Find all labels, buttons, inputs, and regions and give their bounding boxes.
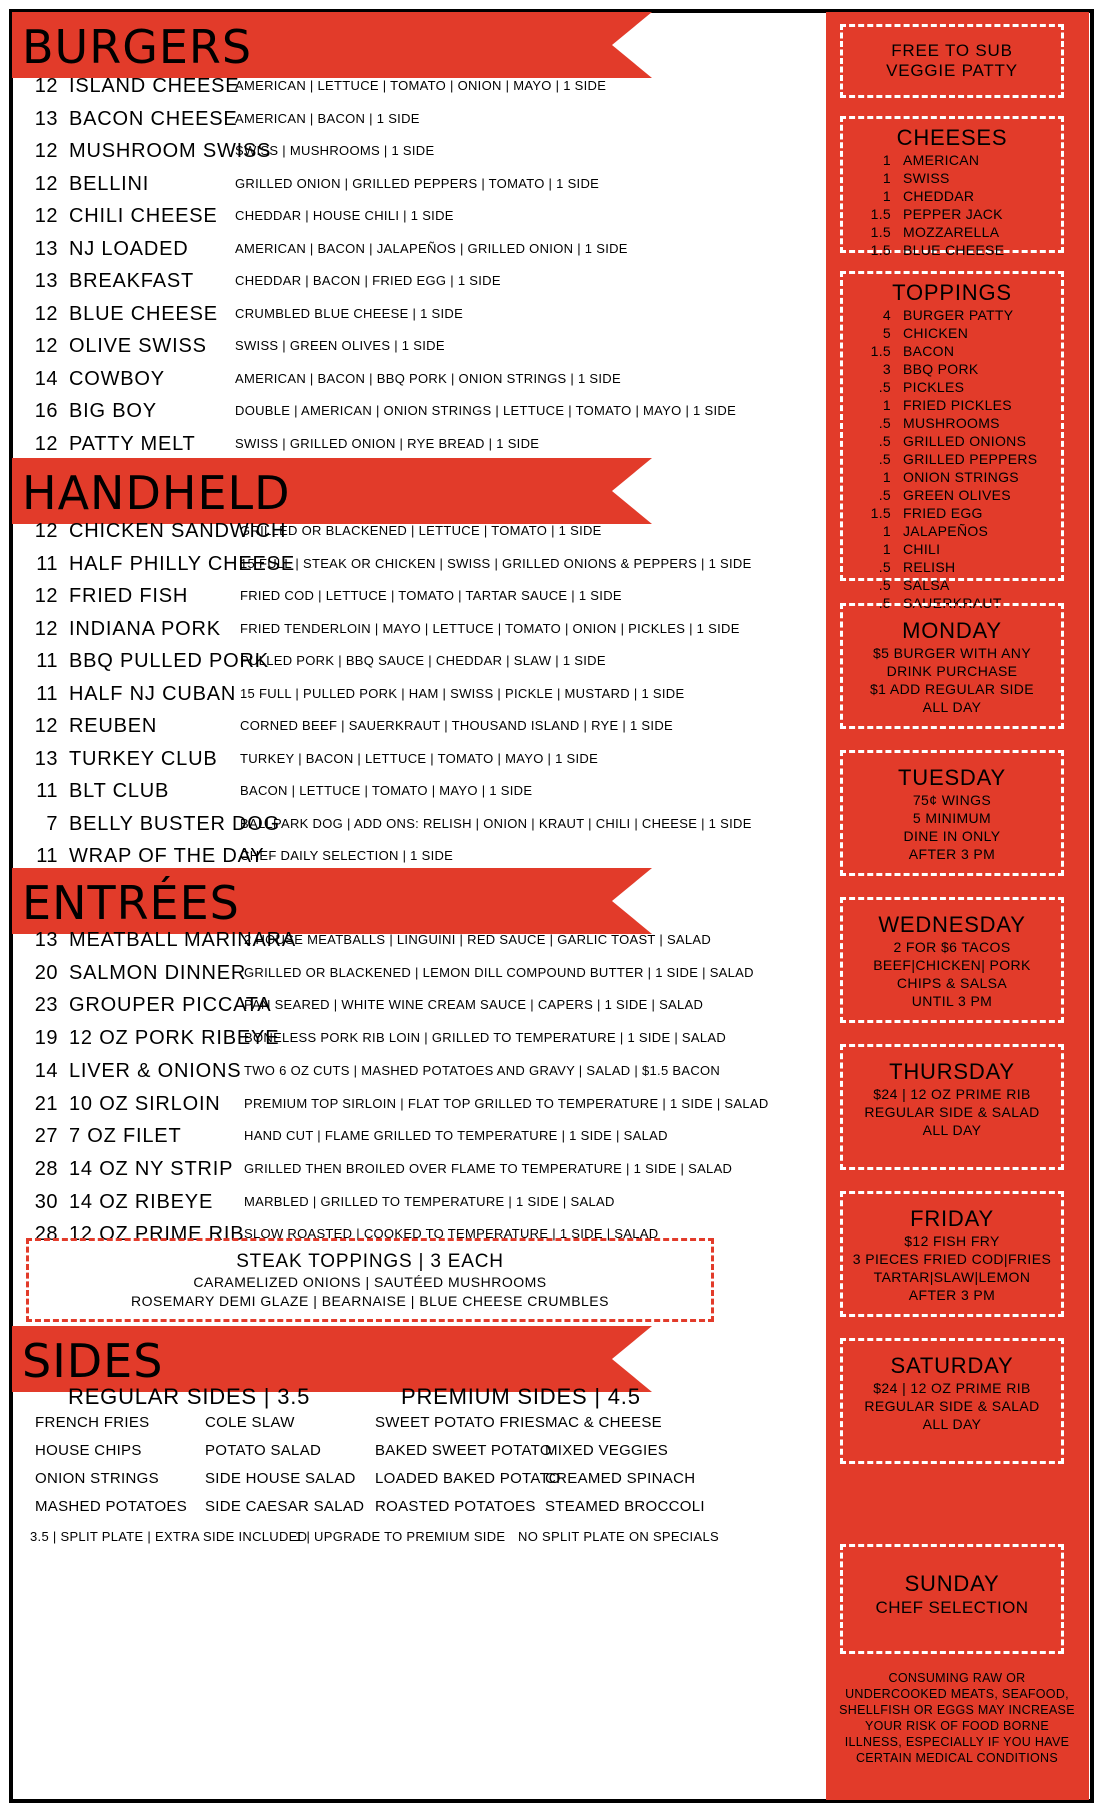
- item-description: AMERICAN | BACON | BBQ PORK | ONION STRINGS | 1 SIDE: [235, 370, 621, 386]
- menu-item: [12, 806, 812, 842]
- item-name: NJ LOADED: [69, 237, 189, 260]
- menu-item: [12, 955, 812, 991]
- special-line: $1 ADD REGULAR SIDE: [870, 681, 1034, 697]
- item-price: 13: [34, 270, 58, 292]
- item-price: 12: [34, 617, 58, 640]
- addon-row: [843, 486, 1061, 504]
- addon-price: 5: [882, 325, 891, 341]
- item-description: GRILLED THEN BROILED OVER FLAME TO TEMPERATURE | 1 SIDE | SALAD: [244, 1160, 733, 1176]
- item-name: PATTY MELT: [69, 432, 196, 455]
- item-price: 14: [34, 367, 58, 390]
- menu-item: [12, 1086, 812, 1122]
- item-description: CHEDDAR | HOUSE CHILI | 1 SIDE: [235, 208, 454, 223]
- addon-row: [843, 468, 1061, 486]
- addon-name: RELISH: [903, 559, 956, 575]
- side-item: BAKED SWEET POTATO: [375, 1442, 552, 1459]
- addon-price: .5: [878, 577, 891, 593]
- addon-name: MUSHROOMS: [903, 415, 1000, 431]
- side-item: SIDE CAESAR SALAD: [205, 1498, 365, 1515]
- item-name: INDIANA PORK: [69, 617, 221, 640]
- special-line: ALL DAY: [922, 1122, 982, 1138]
- menu-item: [12, 578, 812, 614]
- item-description: CRUMBLED BLUE CHEESE | 1 SIDE: [235, 305, 464, 321]
- menu-item: [12, 546, 812, 582]
- item-name: BELLY BUSTER DOG: [69, 812, 281, 835]
- item-name: TURKEY CLUB: [69, 747, 218, 770]
- item-price: 11: [36, 845, 58, 867]
- item-price: 11: [36, 682, 58, 705]
- special-day-title: FRIDAY: [910, 1206, 994, 1231]
- special-line: $12 FISH FRY: [904, 1233, 1000, 1249]
- addon-row: [843, 450, 1061, 468]
- item-price: 13: [34, 107, 58, 130]
- item-price: 12: [34, 172, 58, 195]
- addon-row: [843, 187, 1061, 205]
- menu-item: [12, 68, 812, 104]
- side-item: STEAMED BROCCOLI: [545, 1498, 705, 1515]
- addon-row: [843, 432, 1061, 450]
- addon-price: 1.5: [870, 505, 891, 521]
- addon-name: AMERICAN: [903, 152, 980, 168]
- addon-price: 1: [882, 170, 891, 186]
- addon-name: BACON: [903, 343, 955, 359]
- special-line: ALL DAY: [922, 699, 982, 715]
- item-name: 12 OZ PRIME RIB: [69, 1223, 245, 1246]
- veggie-line: FREE TO SUB: [891, 41, 1013, 60]
- item-name: HALF PHILLY CHEESE: [69, 552, 295, 575]
- special-wednesday-box: [840, 897, 1064, 1023]
- side-item: COLE SLAW: [205, 1414, 295, 1431]
- menu-item: [12, 513, 812, 549]
- item-description: PAN SEARED | WHITE WINE CREAM SAUCE | CAPERS | 1 SIDE | SALAD: [244, 997, 704, 1013]
- addon-name: CHEDDAR: [903, 188, 975, 204]
- item-description: CHEF DAILY SELECTION | 1 SIDE: [240, 848, 454, 863]
- item-price: 12: [34, 302, 58, 325]
- special-day-title: MONDAY: [902, 618, 1002, 643]
- addon-name: SALSA: [903, 577, 950, 593]
- item-price: 11: [36, 780, 58, 802]
- side-item: ROASTED POTATOES: [375, 1498, 536, 1515]
- special-monday-box: [840, 603, 1064, 729]
- steak-toppings-line: CARAMELIZED ONIONS | SAUTÉED MUSHROOMS: [193, 1274, 547, 1290]
- addon-row: [843, 205, 1061, 223]
- special-sunday-box: [840, 1544, 1064, 1654]
- item-description: MARBLED | GRILLED TO TEMPERATURE | 1 SIDE | SALAD: [244, 1193, 615, 1209]
- side-item: ONION STRINGS: [35, 1470, 159, 1487]
- side-item: MAC & CHEESE: [545, 1414, 662, 1431]
- addon-row: [843, 396, 1061, 414]
- menu-item: [12, 1151, 812, 1187]
- special-day-title: TUESDAY: [898, 765, 1006, 790]
- side-item: SIDE HOUSE SALAD: [205, 1470, 356, 1487]
- item-price: 12: [34, 585, 58, 607]
- item-price: 12: [34, 205, 58, 227]
- item-description: DOUBLE | AMERICAN | ONION STRINGS | LETTUCE | TOMATO | MAYO | 1 SIDE: [235, 403, 737, 418]
- side-item: SWEET POTATO FRIES: [375, 1414, 546, 1431]
- addon-row: [843, 223, 1061, 241]
- item-description: 15 FULL | STEAK OR CHICKEN | SWISS | GRILLED ONIONS & PEPPERS | 1 SIDE: [240, 555, 752, 571]
- addon-name: SWISS: [903, 170, 950, 186]
- menu-item: [12, 708, 812, 744]
- item-name: MEATBALL MARINARA: [69, 929, 296, 951]
- addon-price: 3: [882, 361, 891, 377]
- special-line: UNTIL 3 PM: [911, 993, 993, 1009]
- addon-price: .5: [878, 559, 891, 575]
- addon-price: .5: [878, 595, 891, 611]
- menu-item: [12, 838, 812, 874]
- notice-line: CONSUMING RAW OR: [888, 1671, 1026, 1685]
- addon-price: .5: [878, 451, 891, 467]
- item-description: SWISS | GREEN OLIVES | 1 SIDE: [235, 338, 445, 353]
- item-price: 12: [34, 432, 58, 455]
- menu-item: [12, 198, 812, 234]
- special-thursday-box: [840, 1044, 1064, 1170]
- item-name: 7 OZ FILET: [69, 1125, 182, 1148]
- item-name: FRIED FISH: [69, 585, 189, 607]
- menu-item: [12, 426, 812, 462]
- menu-left-column: [12, 12, 818, 1800]
- special-saturday-box: [840, 1338, 1064, 1464]
- entrees-banner-title: ENTRÉES: [22, 876, 240, 930]
- item-name: 10 OZ SIRLOIN: [69, 1092, 221, 1115]
- item-name: REUBEN: [69, 715, 158, 737]
- item-price: 23: [34, 994, 58, 1017]
- addon-price: 1.5: [870, 206, 891, 222]
- addon-price: 1.5: [870, 224, 891, 240]
- side-item: POTATO SALAD: [205, 1442, 322, 1459]
- special-tuesday-box: [840, 750, 1064, 876]
- special-line: 2 FOR $6 TACOS: [893, 939, 1011, 955]
- sides-banner-title: SIDES: [22, 1334, 164, 1388]
- special-line: 3 PIECES FRIED COD|FRIES: [852, 1251, 1052, 1267]
- cheeses-box-list: [843, 151, 1061, 259]
- item-description: BONELESS PORK RIB LOIN | GRILLED TO TEMPERATURE | 1 SIDE | SALAD: [244, 1030, 727, 1046]
- menu-item: [12, 101, 812, 137]
- item-description: AMERICAN | BACON | 1 SIDE: [235, 110, 420, 126]
- addon-price: 1: [882, 469, 891, 485]
- item-description: TWO 6 OZ CUTS | MASHED POTATOES AND GRAVY | SALAD | $1.5 BACON: [244, 1062, 721, 1078]
- special-line: REGULAR SIDE & SALAD: [864, 1104, 1040, 1120]
- addon-name: GRILLED ONIONS: [903, 433, 1027, 449]
- menu-item: [12, 773, 812, 809]
- menu-item: [12, 1020, 812, 1056]
- item-description: SWISS | GRILLED ONION | RYE BREAD | 1 SIDE: [235, 435, 540, 451]
- menu-item: [12, 166, 812, 202]
- addon-name: MOZZARELLA: [903, 224, 1000, 240]
- item-name: BLUE CHEESE: [69, 302, 218, 325]
- item-description: BALLPARK DOG | ADD ONS: RELISH | ONION | KRAUT | CHILI | CHEESE | 1 SIDE: [240, 815, 752, 831]
- item-description: TURKEY | BACON | LETTUCE | TOMATO | MAYO | 1 SIDE: [240, 750, 599, 766]
- special-line: $5 BURGER WITH ANY: [872, 645, 1032, 661]
- item-description: BACON | LETTUCE | TOMATO | MAYO | 1 SIDE: [240, 783, 533, 798]
- special-day-title: THURSDAY: [889, 1059, 1015, 1084]
- addon-row: [843, 540, 1061, 558]
- special-line: AFTER 3 PM: [908, 846, 996, 862]
- premium-sides-title: PREMIUM SIDES | 4.5: [401, 1384, 641, 1409]
- addon-price: 4: [882, 307, 891, 323]
- steak-toppings-line: ROSEMARY DEMI GLAZE | BEARNAISE | BLUE CHEESE CRUMBLES: [131, 1293, 609, 1309]
- addon-price: .5: [878, 379, 891, 395]
- veggie-patty-box: [840, 24, 1064, 98]
- notice-line: CERTAIN MEDICAL CONDITIONS: [855, 1751, 1059, 1765]
- special-line: TARTAR|SLAW|LEMON: [873, 1269, 1031, 1285]
- food-safety-notice: [834, 1670, 1080, 1766]
- steak-toppings-box: [26, 1238, 714, 1322]
- item-name: BBQ PULLED PORK: [69, 650, 269, 672]
- item-price: 12: [34, 715, 58, 737]
- side-item: HOUSE CHIPS: [35, 1442, 142, 1459]
- item-name: BREAKFAST: [69, 270, 195, 292]
- item-name: SALMON DINNER: [69, 961, 247, 984]
- addon-name: BLUE CHEESE: [903, 242, 1005, 258]
- addon-name: JALAPEÑOS: [903, 523, 989, 539]
- item-description: 15 FULL | PULLED PORK | HAM | SWISS | PICKLE | MUSTARD | 1 SIDE: [240, 685, 685, 701]
- addon-row: [843, 324, 1061, 342]
- item-name: 14 OZ RIBEYE: [69, 1190, 214, 1213]
- cheeses-box-title: CHEESES: [896, 125, 1008, 150]
- toppings-box-title: TOPPINGS: [892, 280, 1012, 305]
- special-line: $24 | 12 OZ PRIME RIB: [873, 1086, 1031, 1102]
- addon-row: [843, 360, 1061, 378]
- special-line: DINE IN ONLY: [903, 828, 1001, 844]
- item-name: LIVER & ONIONS: [69, 1059, 242, 1082]
- special-line: REGULAR SIDE & SALAD: [864, 1398, 1040, 1414]
- addon-name: GREEN OLIVES: [903, 487, 1011, 503]
- addon-name: CHICKEN: [903, 325, 969, 341]
- item-name: GROUPER PICCATA: [69, 994, 272, 1017]
- addon-price: .5: [878, 487, 891, 503]
- addon-name: FRIED PICKLES: [903, 397, 1012, 413]
- toppings-box-list: [843, 306, 1061, 612]
- addon-row: [843, 522, 1061, 540]
- side-item: MIXED VEGGIES: [545, 1442, 669, 1459]
- addon-price: 1: [882, 523, 891, 539]
- special-line: CHEF SELECTION: [875, 1598, 1029, 1617]
- item-description: CORNED BEEF | SAUERKRAUT | THOUSAND ISLAND | RYE | 1 SIDE: [240, 718, 673, 733]
- item-description: GRILLED OR BLACKENED | LEMON DILL COMPOUND BUTTER | 1 SIDE | SALAD: [244, 964, 754, 980]
- item-name: BELLINI: [69, 172, 150, 195]
- steak-toppings-title: STEAK TOPPINGS | 3 EACH: [236, 1251, 504, 1272]
- veggie-line: VEGGIE PATTY: [886, 61, 1018, 80]
- addon-row: [843, 151, 1061, 169]
- special-line: AFTER 3 PM: [908, 1287, 996, 1303]
- item-description: GRILLED ONION | GRILLED PEPPERS | TOMATO | 1 SIDE: [235, 175, 600, 191]
- notice-line: UNDERCOOKED MEATS, SEAFOOD,: [845, 1687, 1069, 1701]
- addon-name: PICKLES: [903, 379, 965, 395]
- menu-right-column: [826, 12, 1089, 1800]
- menu-item: [12, 676, 812, 712]
- menu-item: [12, 1184, 812, 1220]
- addon-price: 1: [882, 152, 891, 168]
- item-price: 12: [34, 520, 58, 542]
- menu-item: [12, 133, 812, 169]
- item-name: BLT CLUB: [69, 780, 170, 802]
- special-line: $24 | 12 OZ PRIME RIB: [873, 1380, 1031, 1396]
- addon-price: 1: [882, 541, 891, 557]
- special-friday-box: [840, 1191, 1064, 1317]
- side-item: LOADED BAKED POTATO: [375, 1470, 561, 1487]
- special-day-title: WEDNESDAY: [878, 912, 1026, 937]
- notice-line: ILLNESS, ESPECIALLY IF YOU HAVE: [844, 1735, 1070, 1749]
- addon-row: [843, 306, 1061, 324]
- item-price: 7: [46, 812, 58, 835]
- menu-item: [12, 361, 812, 397]
- addon-row: [843, 342, 1061, 360]
- notice-line: YOUR RISK OF FOOD BORNE: [865, 1719, 1049, 1733]
- item-description: PULLED PORK | BBQ SAUCE | CHEDDAR | SLAW | 1 SIDE: [240, 653, 606, 668]
- special-day-title: SATURDAY: [890, 1353, 1014, 1378]
- menu-item: [12, 296, 812, 332]
- item-description: HAND CUT | FLAME GRILLED TO TEMPERATURE | 1 SIDE | SALAD: [244, 1128, 668, 1144]
- addon-row: [843, 241, 1061, 259]
- menu-item: [12, 263, 812, 299]
- item-description: SLOW ROASTED | COOKED TO TEMPERATURE | 1 SIDE | SALAD: [244, 1226, 659, 1242]
- item-description: 2 HOUSE MEATBALLS | LINGUINI | RED SAUCE | GARLIC TOAST | SALAD: [244, 932, 712, 947]
- menu-item: [12, 1118, 812, 1154]
- item-price: 11: [36, 650, 58, 672]
- side-item: FRENCH FRIES: [35, 1414, 150, 1431]
- addon-name: CHILI: [903, 541, 941, 557]
- special-line: DRINK PURCHASE: [886, 663, 1018, 679]
- special-line: BEEF|CHICKEN| PORK: [873, 957, 1031, 973]
- item-price: 27: [34, 1125, 58, 1148]
- special-line: 75¢ WINGS: [912, 792, 992, 808]
- item-description: AMERICAN | LETTUCE | TOMATO | ONION | MAYO | 1 SIDE: [235, 78, 607, 93]
- special-day-title: SUNDAY: [904, 1571, 1000, 1596]
- addon-name: ONION STRINGS: [903, 469, 1019, 485]
- item-description: FRIED TENDERLOIN | MAYO | LETTUCE | TOMATO | ONION | PICKLES | 1 SIDE: [240, 620, 740, 636]
- addon-row: [843, 504, 1061, 522]
- menu-item: [12, 328, 812, 364]
- item-name: ISLAND CHEESE: [69, 75, 240, 97]
- item-name: OLIVE SWISS: [69, 335, 207, 357]
- cheeses-box: [840, 116, 1064, 258]
- item-name: CHICKEN SANDWICH: [69, 520, 287, 542]
- side-item: CREAMED SPINACH: [545, 1470, 696, 1487]
- addon-name: SAUERKRAUT: [903, 595, 1002, 611]
- menu-item: [12, 1053, 812, 1089]
- notice-line: SHELLFISH OR EGGS MAY INCREASE: [839, 1703, 1075, 1717]
- addon-price: .5: [878, 415, 891, 431]
- item-price: 14: [34, 1059, 58, 1082]
- addon-row: [843, 576, 1061, 594]
- item-name: HALF NJ CUBAN: [69, 682, 237, 705]
- addon-price: 1.5: [870, 242, 891, 258]
- item-price: 19: [34, 1027, 58, 1050]
- item-price: 13: [34, 929, 58, 951]
- sides-footer-note: NO SPLIT PLATE ON SPECIALS: [518, 1529, 719, 1544]
- item-description: AMERICAN | BACON | JALAPEÑOS | GRILLED ONION | 1 SIDE: [235, 240, 628, 256]
- menu-item: [12, 987, 812, 1023]
- menu-item: [12, 741, 812, 777]
- item-name: 14 OZ NY STRIP: [69, 1157, 234, 1180]
- item-description: PREMIUM TOP SIRLOIN | FLAT TOP GRILLED TO TEMPERATURE | 1 SIDE | SALAD: [244, 1095, 769, 1111]
- item-description: SWISS | MUSHROOMS | 1 SIDE: [235, 143, 435, 158]
- item-name: WRAP OF THE DAY: [69, 845, 265, 867]
- item-name: 12 OZ PORK RIBEYE: [69, 1027, 280, 1050]
- item-price: 13: [34, 747, 58, 770]
- item-name: COWBOY: [69, 367, 165, 390]
- item-description: GRILLED OR BLACKENED | LETTUCE | TOMATO | 1 SIDE: [240, 523, 602, 538]
- item-description: FRIED COD | LETTUCE | TOMATO | TARTAR SAUCE | 1 SIDE: [240, 588, 622, 603]
- addon-row: [843, 169, 1061, 187]
- handheld-banner-title: HANDHELD: [22, 466, 291, 520]
- toppings-box: [840, 271, 1064, 611]
- item-price: 20: [34, 961, 58, 984]
- item-price: 12: [34, 75, 58, 97]
- item-price: 12: [34, 140, 58, 162]
- addon-row: [843, 558, 1061, 576]
- menu-item: [12, 231, 812, 267]
- addon-name: GRILLED PEPPERS: [903, 451, 1038, 467]
- menu-item: [12, 643, 812, 679]
- item-price: 28: [34, 1157, 58, 1180]
- item-name: BIG BOY: [69, 400, 157, 422]
- item-price: 13: [34, 237, 58, 260]
- special-line: CHIPS & SALSA: [896, 975, 1008, 991]
- addon-row: [843, 378, 1061, 396]
- addon-price: 1.5: [870, 343, 891, 359]
- item-price: 11: [36, 552, 58, 575]
- menu-item: [12, 393, 812, 429]
- item-name: BACON CHEESE: [69, 107, 238, 130]
- special-line: 5 MINIMUM: [912, 810, 992, 826]
- sides-footer-note: 3.5 | SPLIT PLATE | EXTRA SIDE INCLUDED: [30, 1529, 308, 1544]
- addon-row: [843, 414, 1061, 432]
- menu-item: [12, 611, 812, 647]
- item-name: CHILI CHEESE: [69, 205, 218, 227]
- item-description: CHEDDAR | BACON | FRIED EGG | 1 SIDE: [235, 273, 501, 288]
- addon-price: 1: [882, 397, 891, 413]
- item-name: MUSHROOM SWISS: [69, 140, 272, 162]
- regular-sides-title: REGULAR SIDES | 3.5: [68, 1384, 311, 1409]
- burgers-banner-title: BURGERS: [22, 20, 253, 74]
- special-line: ALL DAY: [922, 1416, 982, 1432]
- addon-name: BBQ PORK: [903, 361, 979, 377]
- addon-name: BURGER PATTY: [903, 307, 1014, 323]
- addon-price: .5: [878, 433, 891, 449]
- item-price: 28: [34, 1223, 58, 1246]
- side-item: MASHED POTATOES: [35, 1498, 188, 1515]
- item-price: 21: [34, 1092, 58, 1115]
- item-price: 12: [34, 335, 58, 357]
- addon-price: 1: [882, 188, 891, 204]
- sides-footer-note: 1 | UPGRADE TO PREMIUM SIDE: [295, 1529, 506, 1544]
- item-price: 16: [34, 400, 58, 422]
- sides-banner: [12, 1326, 736, 1392]
- addon-name: FRIED EGG: [903, 505, 983, 521]
- addon-name: PEPPER JACK: [903, 206, 1003, 222]
- item-price: 30: [34, 1190, 58, 1213]
- menu-item: [12, 922, 812, 958]
